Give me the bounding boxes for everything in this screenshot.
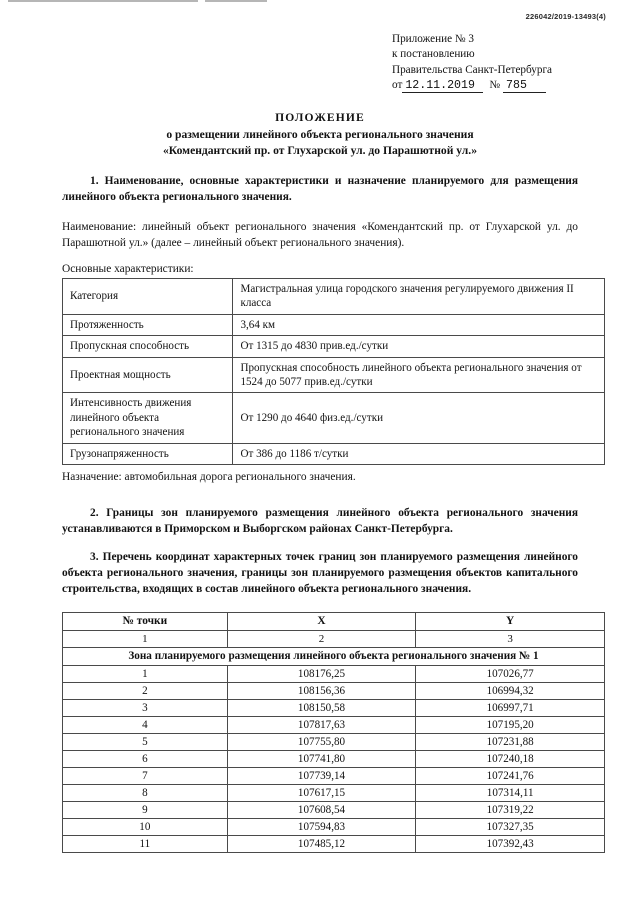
point-x: 107608,54	[227, 802, 416, 819]
coordinates-table-head	[63, 613, 605, 666]
approval-block	[392, 32, 552, 94]
title-line-1: ПОЛОЖЕНИЕ	[275, 111, 365, 124]
zone-title: Зона планируемого размещения линейного объекта регионального значения № 1	[63, 648, 605, 666]
characteristics-table	[62, 278, 605, 465]
paragraph-name: Наименование: линейный объект регионального значения «Комендантский пр. от Глухарской ул. до Парашютной ул.» (далее – линейный объект регионального значения).	[62, 221, 578, 250]
characteristic-value: От 386 до 1186 т/сутки	[233, 443, 605, 464]
paragraph-2: 2. Границы зон планируемого размещения линейного объекта регионального значения устанавливаются в Приморском и Выборгском районах Санкт-Петербурга.	[62, 507, 578, 536]
point-number: 9	[63, 802, 228, 819]
point-x: 107739,14	[227, 768, 416, 785]
characteristic-key: Категория	[63, 279, 233, 315]
characteristic-key: Протяженность	[63, 314, 233, 335]
point-y: 107392,43	[416, 836, 605, 853]
point-y: 107314,11	[416, 785, 605, 802]
point-x: 108150,58	[227, 700, 416, 717]
table-row	[63, 443, 605, 464]
approval-number-value: 785	[503, 79, 546, 93]
table-row	[63, 666, 605, 683]
table-row	[63, 336, 605, 357]
column-header-y: Y	[416, 613, 605, 631]
table-column-number-row	[63, 631, 605, 648]
page-top-rule-left	[8, 0, 198, 2]
point-number: 6	[63, 751, 228, 768]
table-row	[63, 700, 605, 717]
characteristics-table-body	[63, 279, 605, 465]
approval-date-value: 12.11.2019	[402, 79, 483, 93]
zone-title-row	[63, 648, 605, 666]
point-y: 107026,77	[416, 666, 605, 683]
point-number: 8	[63, 785, 228, 802]
characteristic-value: 3,64 км	[233, 314, 605, 335]
coordinates-table	[62, 612, 605, 853]
table-row	[63, 279, 605, 315]
document-title	[40, 110, 600, 160]
document-code: 226042/2019-13493(4)	[525, 12, 606, 21]
coordinates-table-body	[63, 666, 605, 853]
table-row	[63, 836, 605, 853]
paragraph-purpose: Назначение: автомобильная дорога регионального значения.	[62, 471, 356, 483]
point-x: 107817,63	[227, 717, 416, 734]
point-y: 107327,35	[416, 819, 605, 836]
point-y: 106994,32	[416, 683, 605, 700]
approval-appendix-line: Приложение № 3	[392, 33, 474, 45]
point-x: 107755,80	[227, 734, 416, 751]
point-number: 1	[63, 666, 228, 683]
table-row	[63, 717, 605, 734]
characteristic-value: Магистральная улица городского значения регулируемого движения II класса	[233, 279, 605, 315]
column-header-point: № точки	[63, 613, 228, 631]
table-header-row	[63, 613, 605, 631]
page-top-rule-right	[205, 0, 267, 2]
point-x: 108156,36	[227, 683, 416, 700]
column-number-3: 3	[416, 631, 605, 648]
point-number: 5	[63, 734, 228, 751]
column-number-2: 2	[227, 631, 416, 648]
table-row	[63, 734, 605, 751]
characteristic-value: От 1315 до 4830 прив.ед./сутки	[233, 336, 605, 357]
approval-number-label: №	[489, 79, 501, 92]
table-row	[63, 314, 605, 335]
table-row	[63, 768, 605, 785]
table-row	[63, 357, 605, 393]
table-row	[63, 683, 605, 700]
approval-authority-line: Правительства Санкт-Петербурга	[392, 63, 553, 76]
characteristic-key: Интенсивность движения линейного объекта регионального значения	[63, 393, 233, 443]
table-row	[63, 751, 605, 768]
characteristic-value: От 1290 до 4640 физ.ед./сутки	[233, 393, 605, 443]
approval-resolution-line: к постановлению	[392, 48, 475, 61]
point-x: 108176,25	[227, 666, 416, 683]
point-number: 11	[63, 836, 228, 853]
point-number: 3	[63, 700, 228, 717]
title-line-2: о размещении линейного объекта регионального значения	[166, 127, 474, 141]
paragraph-basic-characteristics-label: Основные характеристики:	[62, 263, 194, 275]
point-x: 107485,12	[227, 836, 416, 853]
point-number: 4	[63, 717, 228, 734]
point-y: 107241,76	[416, 768, 605, 785]
paragraph-1: 1. Наименование, основные характеристики и назначение планируемого для размещения линейного объекта регионального значения.	[62, 175, 578, 204]
table-row	[63, 819, 605, 836]
point-y: 107319,22	[416, 802, 605, 819]
point-y: 107231,88	[416, 734, 605, 751]
characteristic-key: Грузонапряженность	[63, 443, 233, 464]
point-number: 10	[63, 819, 228, 836]
title-line-3: «Комендантский пр. от Глухарской ул. до Парашютной ул.»	[162, 144, 478, 157]
point-x: 107594,83	[227, 819, 416, 836]
point-y: 106997,71	[416, 700, 605, 717]
point-y: 107195,20	[416, 717, 605, 734]
paragraph-3: 3. Перечень координат характерных точек границ зон планируемого размещения линейного объекта регионального значения, границы зон планируемого размещения объектов капитального строительства, входящих в состав линейного объекта регионального значения.	[62, 551, 578, 596]
characteristic-key: Пропускная способность	[63, 336, 233, 357]
column-number-1: 1	[63, 631, 228, 648]
table-row	[63, 802, 605, 819]
column-header-x: X	[227, 613, 416, 631]
characteristic-key: Проектная мощность	[63, 357, 233, 393]
point-y: 107240,18	[416, 751, 605, 768]
approval-date-number-line	[392, 78, 552, 93]
characteristic-value: Пропускная способность линейного объекта регионального значения от 1524 до 5077 прив.ед./сутки	[233, 357, 605, 393]
point-number: 7	[63, 768, 228, 785]
point-x: 107741,80	[227, 751, 416, 768]
table-row	[63, 393, 605, 443]
point-x: 107617,15	[227, 785, 416, 802]
point-number: 2	[63, 683, 228, 700]
approval-date-label: от	[392, 79, 403, 92]
table-row	[63, 785, 605, 802]
